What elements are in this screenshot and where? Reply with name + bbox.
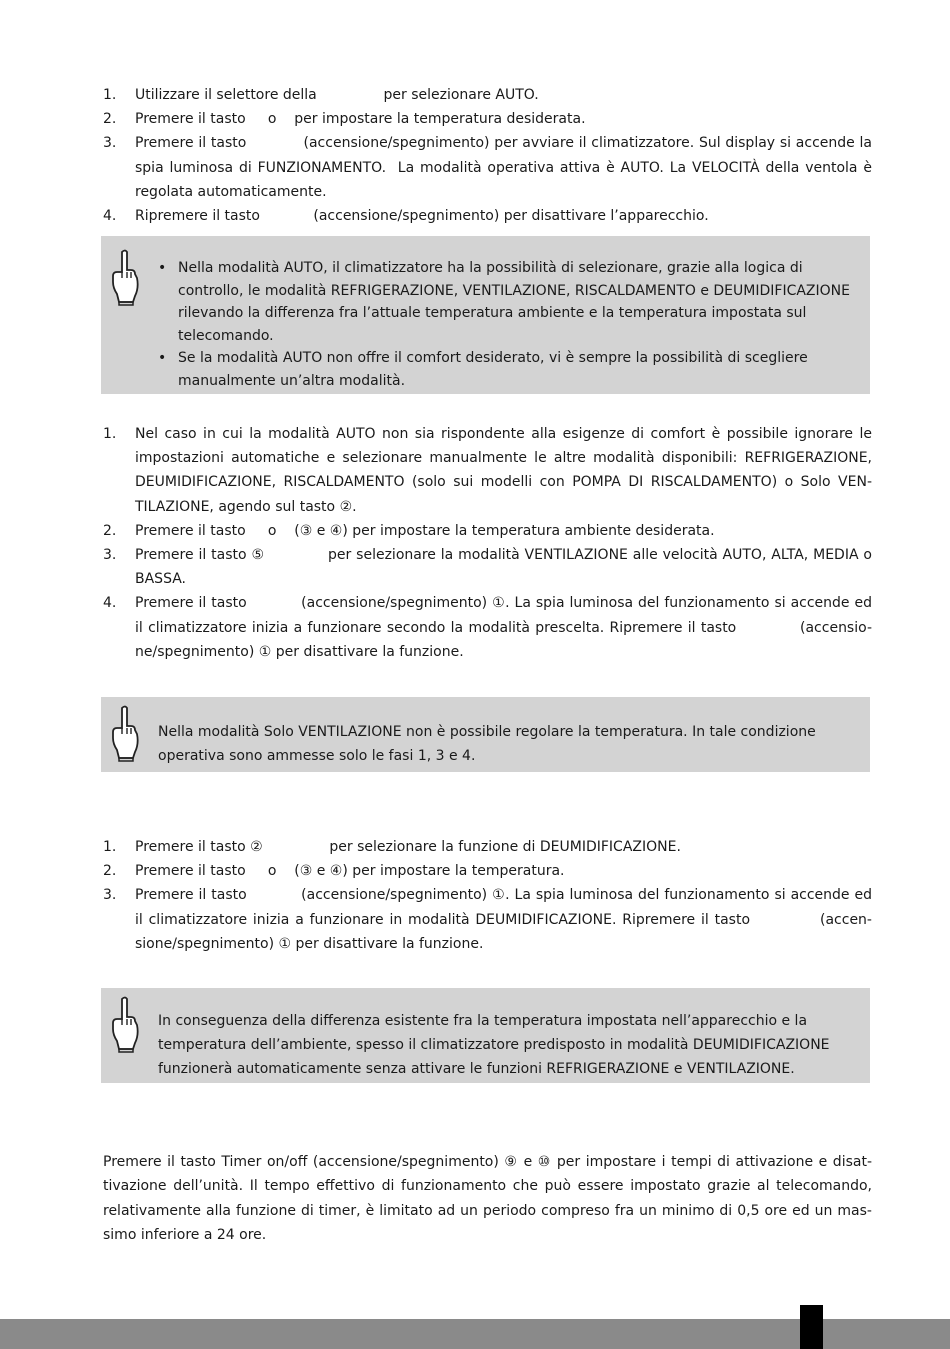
list-item: 1. Premere il tasto ② per selezionare la funzione di DEUMIDIFICAZIONE. [103, 839, 681, 855]
note-box-ventilation [101, 697, 870, 772]
list-item: 3. Premere il tasto (accensione/spegnimento) ①. La spia luminosa del funzionamento si accende ed il climatizzatore inizia a funzionare in modalità DEUMIDIFICAZIONE. Ripremere il tasto (accen-sione/spegnimento) ① per disattivare la funzione. [103, 887, 877, 952]
list-item: 1. Nel caso in cui la modalità AUTO non sia rispondente alla esigenze di comfort è possibile ignorare le impostazioni automatiche e selezionare manualmente le altre modalità disponibili: REFRIGERAZIONE, DEUMIDIFICAZIONE, RISCALDAMENTO (solo sui modelli con POMPA DI RISCALDAMENTO) o Solo VEN-TILAZIONE, agendo sul tasto ②. [103, 426, 872, 515]
note-text: Nella modalità Solo VENTILAZIONE non è possibile regolare la temperatura. In tale condizione operativa sono ammesse solo le fasi 1, 3 e 4. [158, 724, 816, 765]
list-item: 2. Premere il tasto o (③ e ④) per impostare la temperatura. [103, 863, 565, 880]
list-item: 2. Premere il tasto o (③ e ④) per impostare la temperatura ambiente desiderata. [103, 522, 715, 539]
list-item: 3. Premere il tasto ⑤ per selezionare la modalità VENTILAZIONE alle velocità AUTO, ALTA, MEDIA o BASSA. [103, 547, 877, 588]
dehumidify-steps [103, 835, 877, 956]
list-item: • Se la modalità AUTO non offre il comfort desiderato, vi è sempre la possibilità di scegliere manualmente un’altra modalità. [158, 350, 808, 389]
list-item: 4. Ripremere il tasto (accensione/spegnimento) per disattivare l’apparecchio. [103, 208, 709, 225]
list-item: 1. Utilizzare il selettore della per selezionare AUTO. [103, 87, 539, 103]
timer-paragraph: Premere il tasto Timer on/off (accensione/spegnimento) ⑨ e ⑩ per impostare i tempi di attivazione e disat-tivazione dell’unità. Il tempo effettivo di funzionamento che può essere impostato grazie al telecomando, relativamente alla funzione di timer, è limitato ad un periodo compreso fra un minimo di 0,5 ore ed un mas-simo inferiore a 24 ore. [103, 1154, 872, 1243]
note-box-auto [101, 236, 870, 394]
page-tab-marker [800, 1305, 823, 1349]
list-item: 3. Premere il tasto (accensione/spegnimento) per avviare il climatizzatore. Sul display si accende la spia luminosa di FUNZIONAMENTO. La modalità operativa attiva è AUTO. La VELOCITÀ della ventola è regolata automaticamente. [103, 135, 877, 200]
pointing-hand-icon [109, 704, 141, 762]
note-bullets [158, 257, 858, 393]
pointing-hand-icon [109, 248, 141, 306]
auto-steps [103, 83, 877, 228]
list-item: 4. Premere il tasto (accensione/spegnimento) ①. La spia luminosa del funzionamento si accende ed il climatizzatore inizia a funzionare secondo la modalità prescelta. Ripremere il tasto (accensio-ne/spegnimento) ① per disattivare la funzione. [103, 595, 877, 660]
note-box-dehumidify [101, 988, 870, 1083]
pointing-hand-icon [109, 995, 141, 1053]
note-text: In conseguenza della differenza esistente fra la temperatura impostata nell’apparecchio e la temperatura dell’ambiente, spesso il climatizzatore predisposto in modalità DEUMIDIFICAZIONE funzionerà automaticamente senza attivare le funzioni REFRIGERAZIONE e VENTILAZIONE. [158, 1013, 830, 1078]
list-item: 2. Premere il tasto o per impostare la temperatura desiderata. [103, 111, 586, 128]
ventilation-steps [103, 422, 877, 664]
list-item: • Nella modalità AUTO, il climatizzatore ha la possibilità di selezionare, grazie alla logica di controllo, le modalità REFRIGERAZIONE, VENTILAZIONE, RISCALDAMENTO e DEUMIDIFICAZIONE rilevando la differenza fra l’attuale temperatura ambiente e la temperatura impostata sul telecomando. [158, 260, 850, 344]
